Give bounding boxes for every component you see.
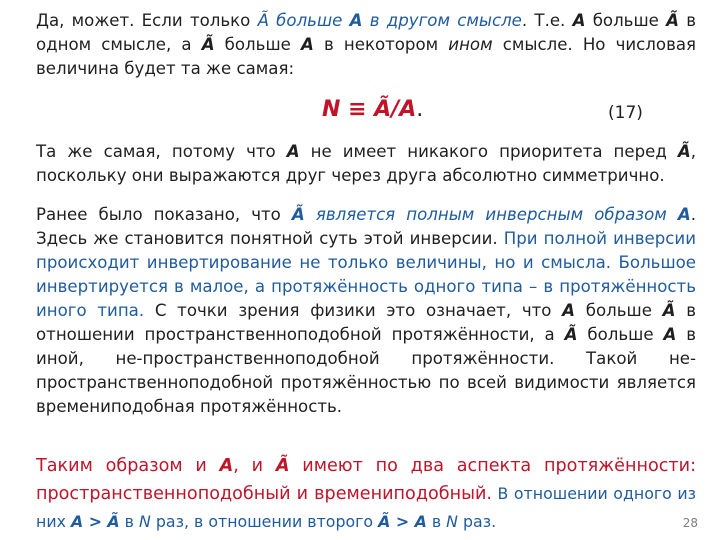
text-red: имеют по два аспекта протяжённости: пространственноподобный и времениподобный. (36, 456, 696, 504)
text-blue: В отношении одного из них (36, 484, 696, 531)
text-emphasis: в другом смысле (362, 11, 522, 30)
symbol-a-tilde: Ã (662, 301, 676, 320)
text: , поскольку они выражаются друг через друга абсолютно симметрично. (36, 142, 696, 185)
symbol-n: N (139, 512, 151, 531)
inequality-a-tilde-gt-a: Ã > A (378, 512, 427, 531)
formula-period: . (416, 97, 424, 122)
text: в некотором (313, 35, 449, 54)
text-emphasis: является полным инверсным образом (304, 205, 678, 224)
symbol-a: A (677, 205, 691, 224)
text-blue: в (119, 512, 140, 531)
symbol-a-tilde: Ã (677, 142, 691, 161)
text: в иной, не-пространственноподобной протяжённости. Такой не-пространственноподобной протяжённостью по всей видимости является времениподобная протяжённость. (36, 325, 696, 416)
paragraph-symmetry (36, 140, 696, 188)
formula (322, 96, 423, 124)
text-blue: раз, в отношении второго (150, 512, 379, 531)
inequality-a-gt-a-tilde: A > Ã (70, 512, 120, 531)
formula-expression: N ≡ Ã/A (322, 97, 417, 122)
text: Да, может. Если только (36, 11, 258, 30)
symbol-a-tilde: Ã (564, 325, 578, 344)
text-emphasis: Ã больше (257, 11, 350, 30)
symbol-a-tilde: Ã (201, 35, 215, 54)
text: . Здесь же становится понятной суть этой инверсии. (36, 205, 696, 248)
text-italic: ином (448, 35, 493, 54)
text: больше (585, 11, 667, 30)
symbol-a: A (663, 325, 677, 344)
text: Ранее было показано, что (36, 205, 292, 224)
text-red: , и (233, 456, 276, 476)
text: в отношении пространственноподобной протяжённости, а (36, 301, 696, 344)
text-blue: в (426, 512, 447, 531)
symbol-a: A (219, 456, 234, 476)
text: Та же самая, потому что (36, 142, 287, 161)
symbol-a: A (300, 35, 314, 54)
text: . Т.е. (521, 11, 573, 30)
text: смысле. Но числовая величина будет та же самая: (36, 35, 696, 78)
symbol-a: A (349, 11, 363, 30)
paragraph-inversion (36, 203, 696, 419)
text: в одном смысле, а (36, 11, 697, 54)
symbol-a: A (562, 301, 576, 320)
paragraph-intro (36, 9, 696, 81)
text: больше (577, 325, 664, 344)
paragraph-conclusion (36, 453, 696, 536)
symbol-a-tilde: Ã (666, 11, 679, 30)
symbol-a: A (286, 142, 300, 161)
text-blue: раз. (458, 512, 497, 531)
page-number: 28 (682, 516, 698, 530)
text: больше (214, 35, 301, 54)
equation-number: (17) (608, 103, 643, 123)
symbol-a: A (572, 11, 586, 30)
symbol-n: N (446, 512, 458, 531)
symbol-a-tilde: Ã (291, 205, 305, 224)
text: больше (575, 301, 663, 320)
text: не имеет никакого приоритета перед (299, 142, 678, 161)
text-highlight: При полной инверсии происходит инвертирование не только величины, но и смысла. Большое инвертируется в малое, а протяжённость одного типа – в протяжённость иного типа. (36, 229, 696, 320)
text-red: Таким образом и (36, 456, 220, 476)
symbol-a-tilde: Ã (275, 456, 290, 476)
text: С точки зрения физики это означает, что (144, 301, 563, 320)
